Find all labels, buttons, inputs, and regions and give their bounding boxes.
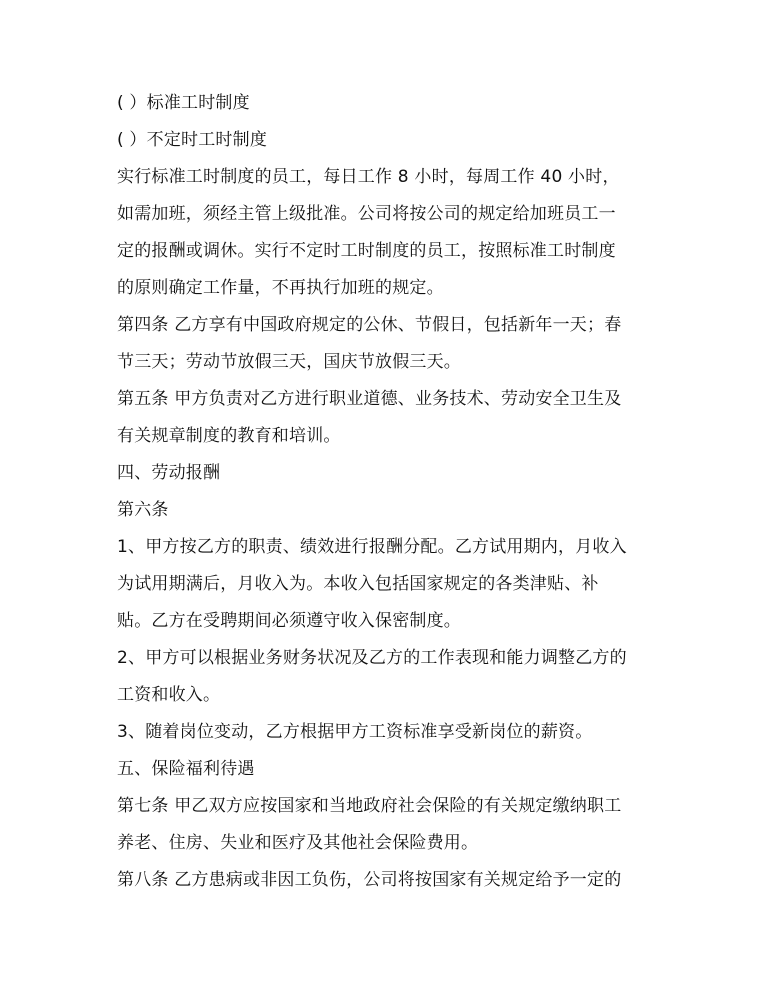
text-line: ( ）不定时工时制度: [117, 130, 268, 150]
text-line: 贴。乙方在受聘期间必须遵守收入保密制度。: [117, 611, 461, 631]
text-line: 养老、住房、失业和医疗及其他社会保险费用。: [117, 833, 479, 853]
text-line: ( ）标准工时制度: [117, 93, 250, 113]
text-line: 第七条 甲乙双方应按国家和当地政府社会保险的有关规定缴纳职工: [117, 796, 622, 816]
text-line: 第四条 乙方享有中国政府规定的公休、节假日，包括新年一天；春: [117, 315, 622, 335]
document-body: [117, 85, 677, 899]
text-line: 第八条 乙方患病或非因工负伤，公司将按国家有关规定给予一定的: [117, 870, 622, 890]
text-line: 工资和收入。: [117, 685, 221, 705]
text-line: 定的报酬或调休。实行不定时工时制度的员工，按照标准工时制度: [117, 241, 616, 261]
text-line: 如需加班，须经主管上级批准。公司将按公司的规定给加班员工一: [117, 204, 616, 224]
text-line: 3、随着岗位变动，乙方根据甲方工资标准享受新岗位的薪资。: [117, 722, 593, 742]
text-line: 1、甲方按乙方的职责、绩效进行报酬分配。乙方试用期内，月收入: [117, 537, 627, 557]
text-line: 第五条 甲方负责对乙方进行职业道德、业务技术、劳动安全卫生及: [117, 389, 622, 409]
text-line: 实行标准工时制度的员工，每日工作 8 小时，每周工作 40 小时，: [117, 167, 620, 187]
text-line: 四、劳动报酬: [117, 463, 221, 483]
text-line: 的原则确定工作量，不再执行加班的规定。: [117, 278, 444, 298]
text-line: 节三天；劳动节放假三天，国庆节放假三天。: [117, 352, 461, 372]
text-line: 五、保险福利待遇: [117, 759, 255, 779]
text-line: 第六条: [117, 500, 169, 520]
text-line: 有关规章制度的教育和培训。: [117, 426, 341, 446]
text-line: 2、甲方可以根据业务财务状况及乙方的工作表现和能力调整乙方的: [117, 648, 627, 668]
text-line: 为试用期满后，月收入为。本收入包括国家规定的各类津贴、补: [117, 574, 599, 594]
